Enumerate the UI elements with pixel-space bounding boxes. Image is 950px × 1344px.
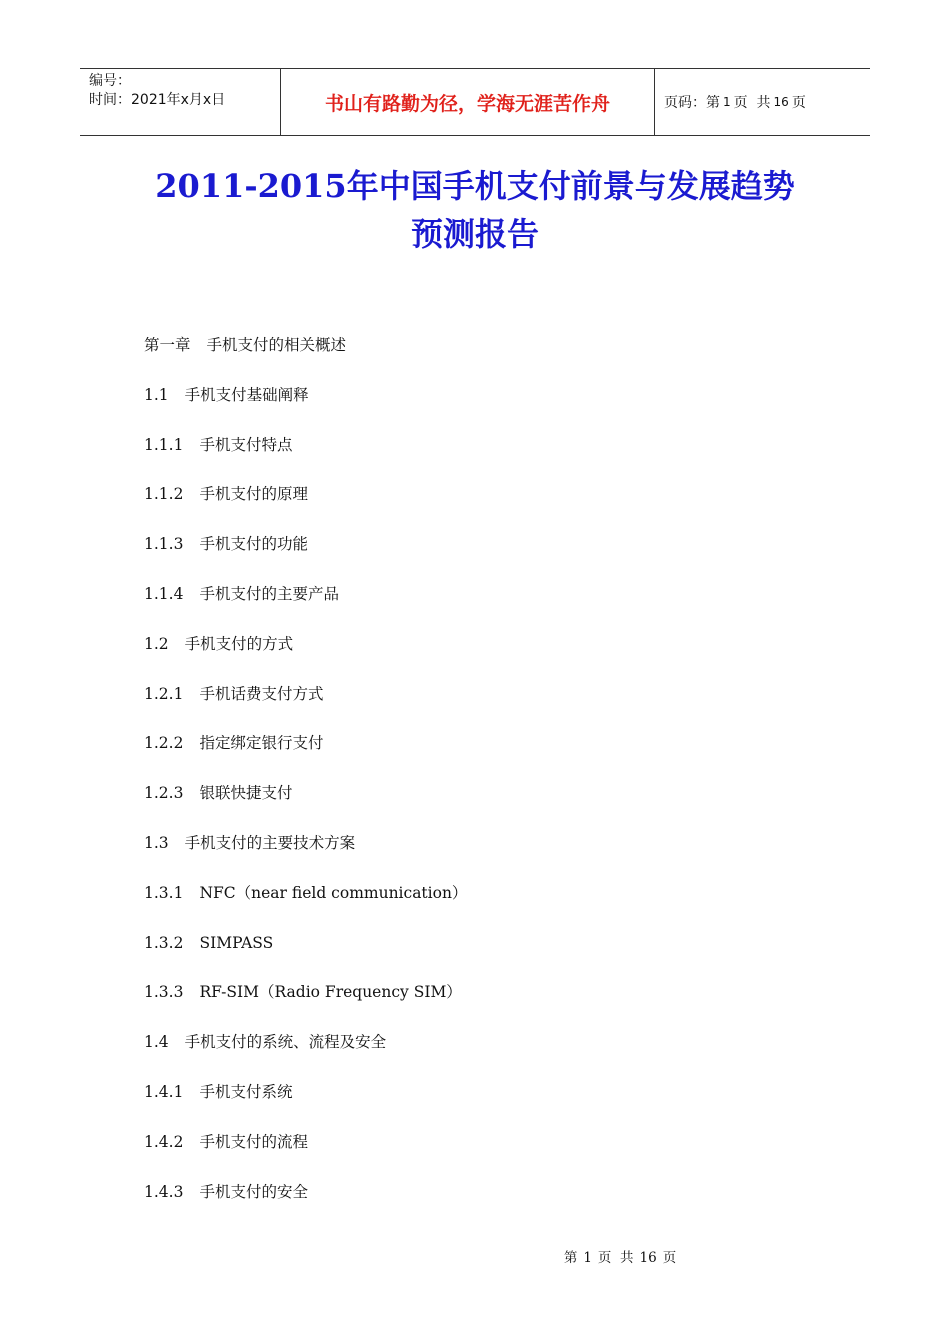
header-page-indicator — [655, 69, 870, 135]
toc-item — [144, 930, 844, 980]
toc-item — [144, 631, 844, 681]
toc-item — [144, 432, 844, 482]
header-page-mid: 页 共 — [733, 95, 771, 111]
toc-item-text: 指定绑定银行支付 — [199, 734, 324, 753]
toc-item-number: 1.2.2 — [144, 734, 184, 753]
toc-item-text: 手机支付的方式 — [184, 634, 294, 653]
toc-item-number: 1.1.3 — [144, 535, 184, 554]
toc-item-number: 1.4.1 — [144, 1082, 184, 1101]
toc-item-number: 1.2.1 — [144, 684, 184, 703]
document-title — [0, 162, 950, 258]
toc-item — [144, 481, 844, 531]
toc-item — [144, 979, 844, 1029]
toc-item-text: 手机支付的相关概述 — [206, 336, 347, 354]
header-meta — [80, 69, 281, 135]
header-page-total: 16 — [773, 95, 789, 109]
toc-item-text: 手机支付的安全 — [199, 1182, 308, 1201]
toc-item — [144, 1029, 844, 1079]
toc-item-number: 1.1.2 — [144, 485, 184, 504]
toc-item-text: 手机支付的主要技术方案 — [184, 833, 356, 852]
footer-current: 1 — [583, 1250, 592, 1266]
toc-item-text: NFC（near field communication） — [199, 883, 468, 902]
toc-item — [144, 830, 844, 880]
toc-item-number: 1.4.2 — [144, 1132, 184, 1151]
header-motto: 书山有路勤为径，学海无涯苦作舟 — [281, 69, 655, 135]
toc-item-text: 手机支付的原理 — [199, 485, 308, 504]
toc-item-text: 手机支付的系统、流程及安全 — [184, 1033, 387, 1052]
toc-item — [144, 531, 844, 581]
toc-item-text: 手机支付基础阐释 — [184, 385, 309, 404]
toc-item-number: 1.3 — [144, 833, 169, 852]
toc-item-number: 1.2 — [144, 634, 169, 653]
toc-item-number: 1.3.2 — [144, 933, 184, 952]
toc-item-text: 手机话费支付方式 — [199, 684, 324, 703]
toc-item-text: 手机支付特点 — [199, 435, 293, 454]
document-number-label: 编号： — [89, 73, 131, 89]
document-title-line-1: 2011-2015年中国手机支付前景与发展趋势 — [155, 167, 795, 205]
toc-item-text: RF-SIM（Radio Frequency SIM） — [199, 983, 462, 1002]
page-footer — [0, 1246, 950, 1266]
toc-item-number: 第一章 — [144, 336, 191, 354]
toc-item — [144, 1129, 844, 1179]
table-of-contents — [144, 332, 844, 1228]
toc-item-number: 1.4 — [144, 1033, 169, 1052]
toc-item — [144, 780, 844, 830]
toc-item-number: 1.3.3 — [144, 983, 184, 1002]
toc-item-number: 1.1.1 — [144, 435, 184, 454]
toc-item-text: 手机支付的主要产品 — [199, 584, 339, 603]
header-page-suffix: 页 — [791, 95, 806, 111]
document-time-label: 时间：2021年x月x日 — [89, 92, 226, 108]
toc-item — [144, 681, 844, 731]
toc-item-text: 银联快捷支付 — [199, 784, 293, 803]
toc-item-number: 1.1.4 — [144, 584, 184, 603]
footer-mid: 页 共 — [597, 1250, 634, 1266]
toc-item — [144, 1179, 844, 1229]
toc-item-number: 1.1 — [144, 385, 169, 404]
toc-item — [144, 730, 844, 780]
toc-item-text: 手机支付系统 — [199, 1082, 293, 1101]
header-page-prefix: 页码：第 — [664, 95, 720, 111]
toc-item — [144, 1079, 844, 1129]
toc-item — [144, 382, 844, 432]
toc-item-text: 手机支付的功能 — [199, 535, 308, 554]
toc-item-text: 手机支付的流程 — [199, 1132, 308, 1151]
toc-item-number: 1.2.3 — [144, 784, 184, 803]
toc-item-number: 1.3.1 — [144, 883, 184, 902]
page-header — [80, 68, 870, 136]
toc-item — [144, 880, 844, 930]
toc-item-number: 1.4.3 — [144, 1182, 184, 1201]
footer-suffix: 页 — [662, 1250, 677, 1266]
footer-total: 16 — [639, 1250, 657, 1266]
toc-item-text: SIMPASS — [199, 933, 274, 952]
document-title-line-2: 预测报告 — [410, 215, 539, 253]
toc-item — [144, 581, 844, 631]
footer-prefix: 第 — [563, 1250, 578, 1266]
header-page-current: 1 — [723, 95, 731, 109]
toc-item — [144, 332, 844, 382]
